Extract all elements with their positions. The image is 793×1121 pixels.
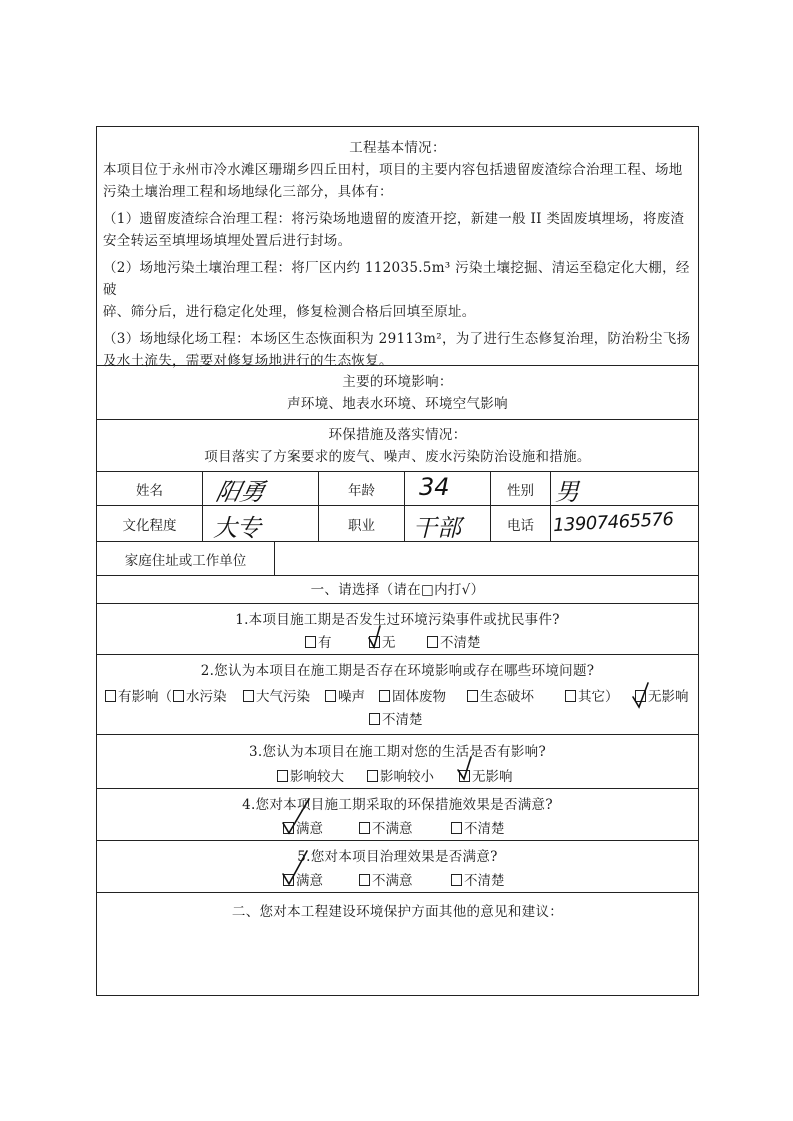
survey-form: [96, 126, 699, 996]
q4-option-unclear[interactable]: 不清楚: [451, 817, 505, 837]
project-section: [97, 127, 698, 369]
address-row: [97, 542, 698, 576]
q2-option-noise[interactable]: 噪声: [325, 685, 365, 705]
checkbox-icon: [325, 690, 336, 702]
q4-question: 4.您对本项目施工期采取的环保措施效果是否满意?: [242, 797, 553, 813]
q4-option-unsatisfied[interactable]: 不满意: [359, 817, 413, 837]
checkbox-icon: [635, 690, 646, 702]
measures-text: 项目落实了方案要求的废气、噪声、废水污染防治设施和措施。: [204, 449, 591, 465]
q5-question: 5.您对本项目治理效果是否满意?: [297, 849, 498, 865]
q4-option-satisfied[interactable]: 满意: [283, 817, 323, 837]
q5-option-unclear[interactable]: 不清楚: [451, 869, 505, 889]
checkbox-icon: [173, 690, 184, 702]
info-row-2: [97, 506, 698, 542]
phone-field[interactable]: [551, 506, 698, 541]
checkbox-icon: [565, 690, 576, 702]
q3-option-none[interactable]: 无影响: [459, 765, 513, 785]
project-title: 工程基本情况：: [349, 140, 446, 156]
q2-option-water[interactable]: 水污染: [173, 685, 227, 705]
q2-question: 2.您认为本项目在施工期是否存在环境影响或存在哪些环境问题?: [200, 663, 595, 679]
checkbox-icon: [105, 690, 116, 702]
checkbox-icon: [369, 636, 380, 648]
checkbox-icon: [283, 822, 294, 834]
project-line: （1）遗留废渣综合治理工程：将污染场地遗留的废渣开挖，新建一般 II 类固废填埋场，将废渣: [103, 211, 685, 227]
q2-option-air[interactable]: 大气污染: [243, 685, 310, 705]
checkbox-icon: [369, 713, 380, 725]
phone-value: 13907465576: [552, 508, 674, 537]
checkbox-icon: [459, 770, 470, 782]
q1-question: 1.本项目施工期是否发生过环境污染事件或扰民事件?: [235, 612, 560, 628]
checkbox-icon: [359, 822, 370, 834]
gender-value: 男: [555, 478, 579, 506]
project-line: 安全转运至填埋场填埋处置后进行封场。: [103, 233, 352, 249]
name-field[interactable]: [203, 472, 319, 505]
measures-section: [97, 420, 698, 472]
phone-label: 电话: [491, 506, 551, 541]
age-value: 34: [419, 473, 450, 501]
q5-row: [97, 841, 698, 893]
project-line: （3）场地绿化场工程：本场区生态恢面积为 29113m²，为了进行生态修复治理，防治粉尘飞扬: [103, 331, 691, 347]
checkbox-icon: [467, 690, 478, 702]
q3-option-small[interactable]: 影响较小: [367, 765, 434, 785]
name-label: 姓名: [97, 472, 203, 505]
q2-option-other[interactable]: 其它）: [565, 685, 619, 705]
gender-label: 性别: [491, 472, 551, 505]
checkbox-icon: [305, 636, 316, 648]
q4-row: [97, 789, 698, 841]
section2-row: [97, 893, 698, 995]
job-value: 干部: [413, 514, 461, 542]
project-line: 碎、筛分后，进行稳定化处理，修复检测合格后回填至原址。: [103, 304, 476, 320]
checkbox-icon: [451, 874, 462, 886]
impact-title: 主要的环境影响：: [342, 374, 453, 390]
q1-row: [97, 604, 698, 655]
q2-option-has-impact[interactable]: 有影响（: [105, 685, 172, 705]
q1-option-yes[interactable]: 有: [305, 631, 332, 651]
q2-option-no-impact[interactable]: 无影响: [635, 685, 689, 705]
q2-row: [97, 655, 698, 735]
address-label: 家庭住址或工作单位: [97, 542, 275, 575]
impact-section: [97, 366, 698, 420]
checkbox-icon: [427, 636, 438, 648]
section1-title: 一、请选择（请在□内打√）: [310, 582, 485, 598]
q3-row: [97, 735, 698, 789]
education-field[interactable]: [203, 506, 319, 541]
project-line: 污染土壤治理工程和场地绿化三部分，具体有：: [103, 184, 393, 200]
gender-field[interactable]: [551, 472, 698, 505]
age-label: 年龄: [319, 472, 405, 505]
name-value: 阳勇: [213, 478, 268, 506]
checkbox-icon: [277, 770, 288, 782]
education-value: 大专: [213, 514, 261, 542]
q1-option-no[interactable]: 无: [369, 631, 396, 651]
checkbox-icon: [367, 770, 378, 782]
job-label: 职业: [319, 506, 405, 541]
project-line: 及水土流失，需要对修复场地进行的生态恢复。: [103, 353, 393, 369]
checkbox-icon: [243, 690, 254, 702]
education-label: 文化程度: [97, 506, 203, 541]
job-field[interactable]: [405, 506, 491, 541]
measures-title: 环保措施及落实情况：: [328, 427, 467, 443]
checkbox-icon: [283, 874, 294, 886]
q2-option-ecology[interactable]: 生态破坏: [467, 685, 534, 705]
checkbox-icon: [379, 690, 390, 702]
q2-option-unclear[interactable]: 不清楚: [369, 708, 423, 728]
q1-option-unclear[interactable]: 不清楚: [427, 631, 481, 651]
checkbox-icon: [451, 822, 462, 834]
info-row-1: [97, 472, 698, 506]
suggestion-area[interactable]: [97, 927, 698, 995]
project-line: （2）场地污染土壤治理工程：将厂区内约 112035.5m³ 污染土壤挖掘、清运至稳定化大棚，经破: [103, 260, 690, 298]
q3-question: 3.您认为本项目在施工期对您的生活是否有影响?: [248, 744, 547, 760]
q2-option-solid-waste[interactable]: 固体废物: [379, 685, 446, 705]
q5-option-satisfied[interactable]: 满意: [283, 869, 323, 889]
address-field[interactable]: [275, 542, 698, 575]
checkbox-icon: [359, 874, 370, 886]
project-line: 本项目位于永州市冷水滩区珊瑚乡四丘田村，项目的主要内容包括遗留废渣综合治理工程、场地: [103, 162, 683, 178]
q3-option-large[interactable]: 影响较大: [277, 765, 344, 785]
section2-title: 二、您对本工程建设环境保护方面其他的意见和建议：: [231, 904, 564, 920]
age-field[interactable]: [405, 472, 491, 505]
section1-row: [97, 576, 698, 604]
q5-option-unsatisfied[interactable]: 不满意: [359, 869, 413, 889]
impact-text: 声环境、地表水环境、环境空气影响: [287, 396, 508, 412]
